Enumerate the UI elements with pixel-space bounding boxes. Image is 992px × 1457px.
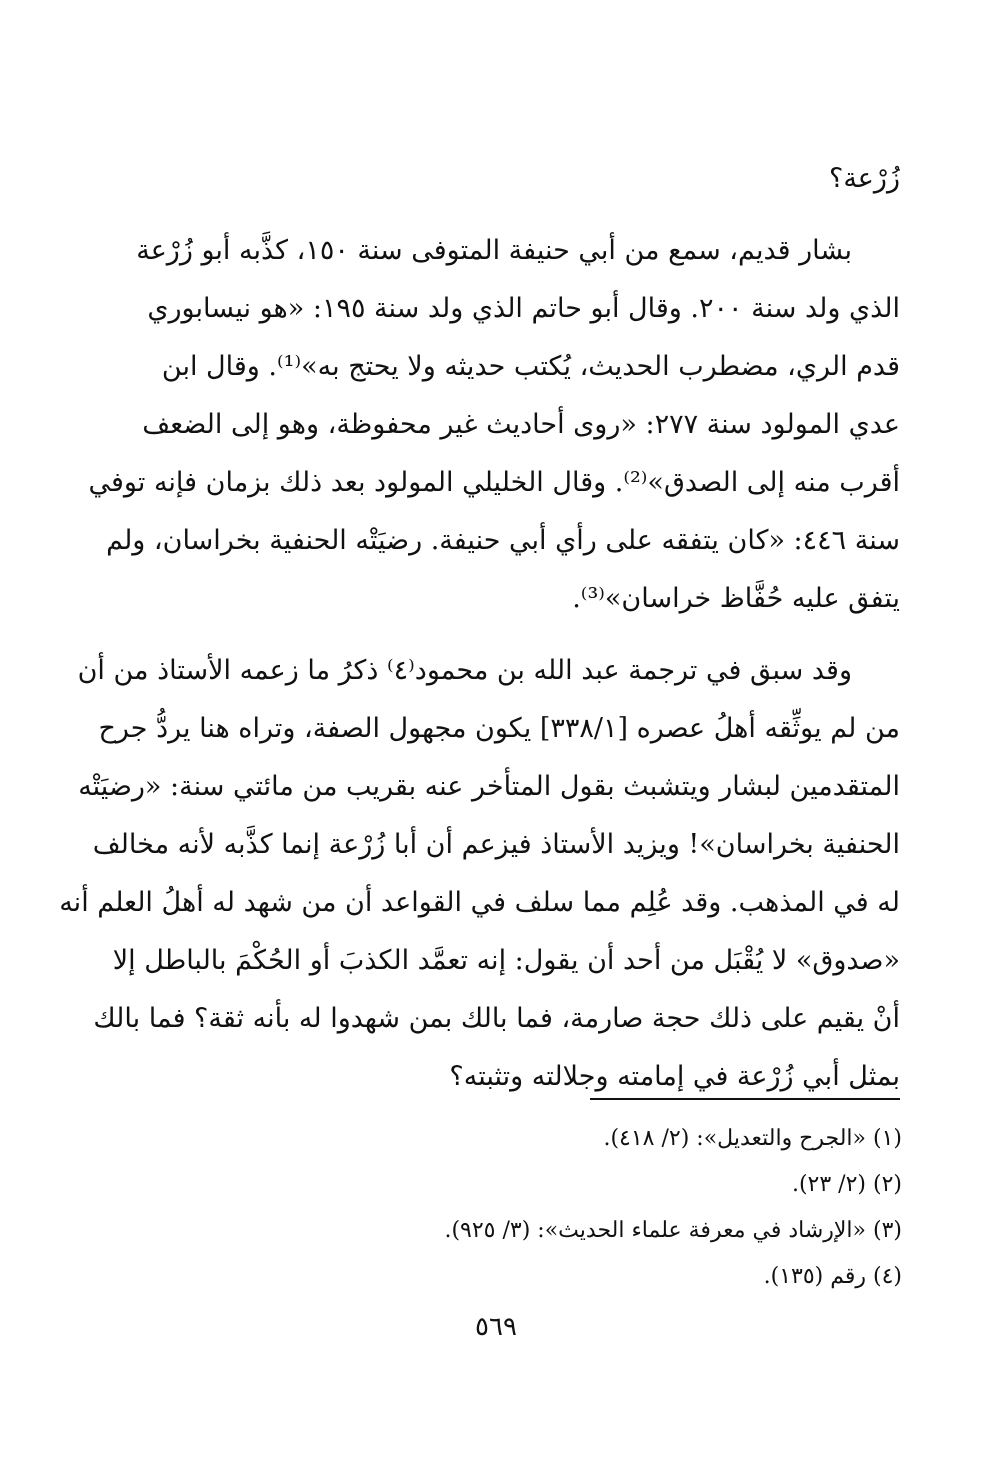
footnote-3: (٣) «الإرشاد في معرفة علماء الحديث»: (٣/ ٩٢٥). — [444, 1218, 902, 1243]
text-line: الذي ولد سنة ٢٠٠. وقال أبو حاتم الذي ولد سنة ١٩٥: «هو نيسابوري — [147, 293, 900, 324]
text-line: عدي المولود سنة ٢٧٧: «روى أحاديث غير محفوظة، وهو إلى الضعف — [142, 409, 900, 440]
text-line: بشار قديم، سمع من أبي حنيفة المتوفى سنة ١٥٠، كذَّبه أبو زُرْعة — [136, 235, 852, 266]
footnotes — [380, 1116, 902, 1300]
footnote-2: (٢) (٢/ ٢٣). — [791, 1172, 902, 1197]
text-line: زُرْعة؟ — [829, 163, 900, 194]
footnote-1: (١) «الجرح والتعديل»: (٢/ ٤١٨). — [603, 1126, 902, 1151]
text-line: أنْ يقيم على ذلك حجة صارمة، فما بالك بمن شهدوا له بأنه ثقة؟ فما بالك — [93, 1003, 900, 1034]
text-line: المتقدمين لبشار ويتشبث بقول المتأخر عنه بقريب من مائتي سنة: «رضيَتْه — [78, 771, 900, 802]
text-line: أقرب منه إلى الصدق»⁽²⁾. وقال الخليلي المولود بعد ذلك بزمان فإنه توفي — [88, 467, 900, 498]
text-line: «صدوق» لا يُقْبَل من أحد أن يقول: إنه تعمَّد الكذبَ أو الحُكْمَ بالباطل إلا — [112, 945, 900, 976]
text-line: وقد سبق في ترجمة عبد الله بن محمود⁽٤⁾ ذكرُ ما زعمه الأستاذ من أن — [77, 655, 852, 686]
page-number: ٥٦٩ — [475, 1312, 517, 1342]
text-line: قدم الري، مضطرب الحديث، يُكتب حديثه ولا يحتج به»⁽¹⁾. وقال ابن — [161, 351, 900, 382]
footnote-4: (٤) رقم (١٣٥). — [763, 1264, 902, 1289]
text-line: سنة ٤٤٦: «كان يتفقه على رأي أبي حنيفة. رضيَتْه الحنفية بخراسان، ولم — [106, 525, 900, 556]
main-text — [59, 150, 900, 1106]
text-line: بمثل أبي زُرْعة في إمامته وجلالته وتثبته؟ — [449, 1061, 900, 1092]
text-line: من لم يوثِّقه أهلُ عصره [٣٣٨/١] يكون مجهول الصفة، وتراه هنا يردُّ جرح — [98, 713, 900, 744]
text-line: الحنفية بخراسان»! ويزيد الأستاذ فيزعم أن أبا زُرْعة إنما كذَّبه لأنه مخالف — [92, 829, 900, 860]
text-line: يتفق عليه حُفَّاظ خراسان»⁽³⁾. — [572, 583, 900, 614]
footnote-divider — [590, 1098, 900, 1100]
text-line: له في المذهب. وقد عُلِم مما سلف في القواعد أن من شهد له أهلُ العلم أنه — [59, 887, 900, 918]
